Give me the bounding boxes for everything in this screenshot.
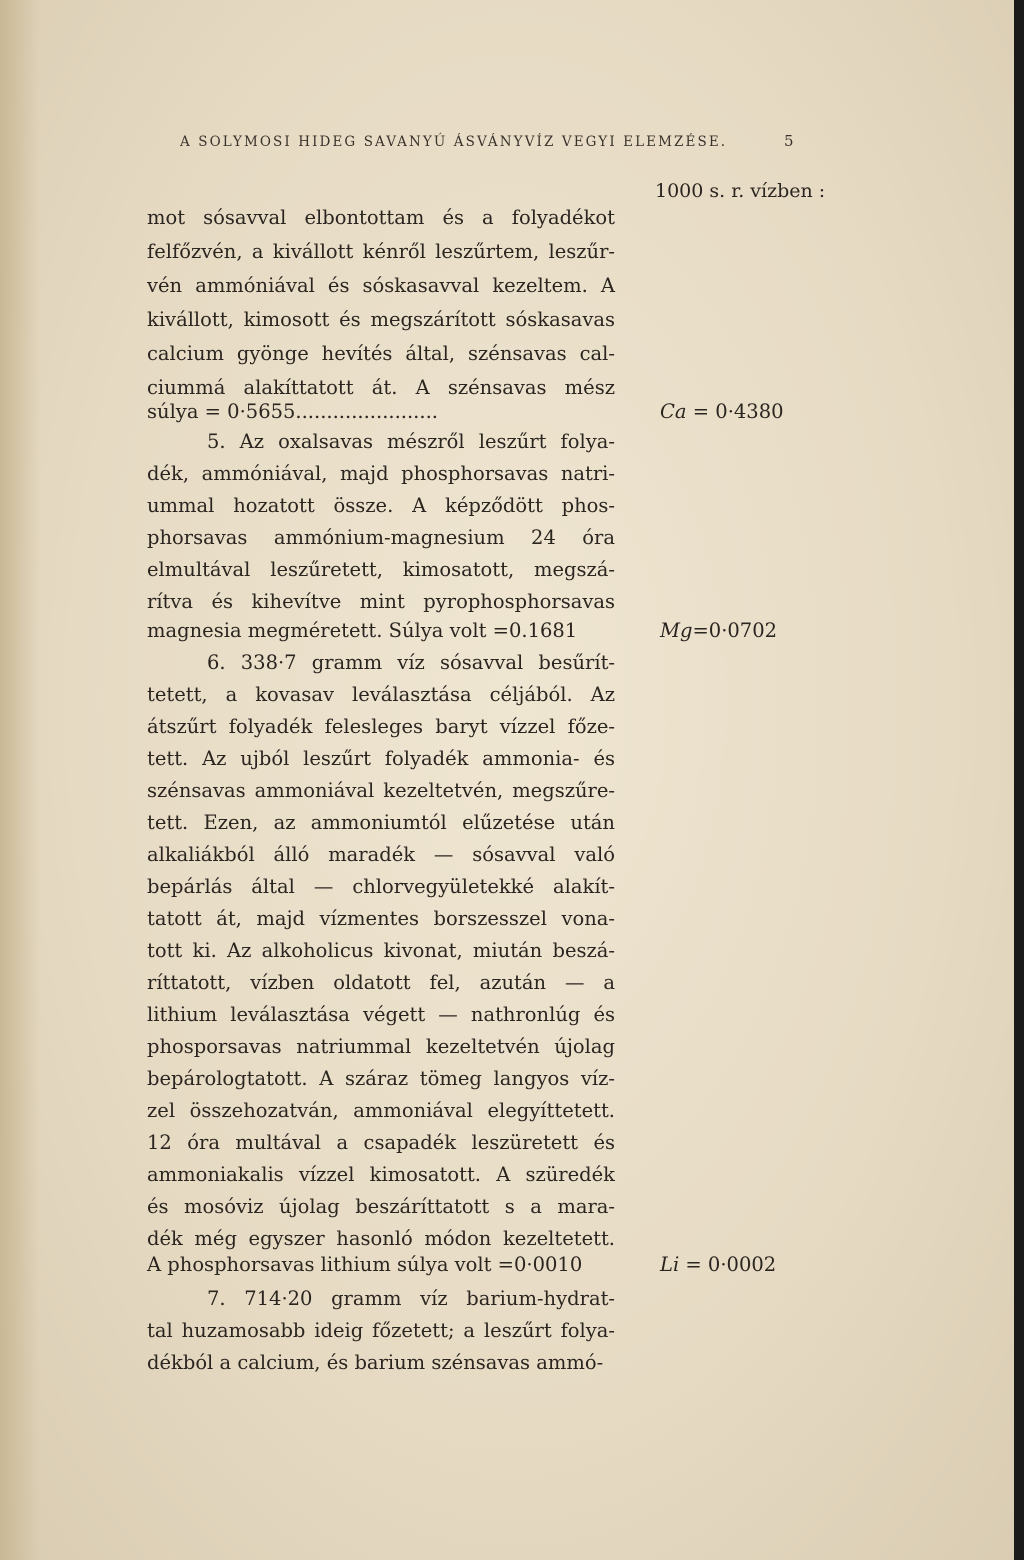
text-line: phosporsavas natriummal kezeltetvén újolag [147,1035,615,1058]
text-line: tatott át, majd vízmentes borszesszel vona- [147,907,615,930]
text-line: átszűrt folyadék felesleges baryt vízzel főze- [147,715,615,738]
text-line: 7. 714·20 gramm víz barium-hydrat- [207,1287,615,1310]
text-line: tett. Ezen, az ammoniumtól elűzetése után [147,811,615,834]
running-title: A SOLYMOSI HIDEG SAVANYÚ ÁSVÁNYVÍZ VEGYI ELEMZÉSE. [180,134,728,150]
page-edge-shadow [0,0,40,1560]
text-line: magnesia megméretett. Súlya volt =0.1681 [147,619,578,642]
text-line: ammoniakalis vízzel kimosatott. A szüredék [147,1163,615,1186]
result-value: = 0·0002 [685,1253,777,1276]
result-value: =0·0702 [692,619,778,642]
text-line: szénsavas ammoniával kezeltetvén, megszűre- [147,779,615,802]
text-line: alkaliákból álló maradék — sósavval való [147,843,615,866]
text-line: 12 óra multával a csapadék leszüretett és [147,1131,615,1154]
text-line: 6. 338·7 gramm víz sósavval besűrít- [207,651,615,674]
text-line: ummal hozatott össze. A képződött phos- [147,494,615,517]
result-calcium [660,396,784,428]
text-line: zel összehozatván, ammoniával elegyíttetett. [147,1099,615,1122]
text-line: rítva és kihevítve mint pyrophosphorsavas [147,590,615,613]
text-line: phorsavas ammónium-magnesium 24 óra [147,526,615,549]
text-line: ríttatott, vízben oldatott fel, azután — a [147,971,615,994]
text-line: tott ki. Az alkoholicus kivonat, miután beszá- [147,939,615,962]
text-line: calcium gyönge hevítés által, szénsavas cal- [147,342,615,365]
text-line: bepárologtatott. A száraz tömeg langyos víz- [147,1067,615,1090]
result-magnesium [660,615,777,647]
column-heading: 1000 s. r. vízben : [655,180,826,202]
text-line: dék még egyszer hasonló módon kezeltetett. [147,1227,615,1250]
result-value: = 0·4380 [692,400,784,423]
text-line: tett. Az ujból leszűrt folyadék ammonia- és [147,747,615,770]
text-line: bepárlás által — chlorvegyületekké alakít- [147,875,615,898]
text-line: mot sósavval elbontottam és a folyadékot [147,206,615,229]
text-line: és mosóviz újolag beszáríttatott s a mara- [147,1195,615,1218]
text-line: súlya = 0·5655....................... [147,400,438,423]
text-line: 5. Az oxalsavas mészről leszűrt folya- [207,430,615,453]
text-line: tal huzamosabb ideig főzetett; a leszűrt folya- [147,1319,615,1342]
text-line: tetett, a kovasav leválasztása céljából. Az [147,683,615,706]
text-line: felfőzvén, a kivállott kénről leszűrtem, leszűr- [147,240,615,263]
element-symbol: Li [660,1253,680,1276]
text-line: ciummá alakíttatott át. A szénsavas mész [147,376,615,399]
text-line: dék, ammóniával, majd phosphorsavas natri- [147,462,615,485]
result-lithium [660,1249,776,1281]
text-line: A phosphorsavas lithium súlya volt =0·0010 [147,1253,583,1276]
text-line: kivállott, kimosott és megszárított sóskasavas [147,308,615,331]
text-line: lithium leválasztása végett — nathronlúg és [147,1003,615,1026]
text-line: elmultával leszűretett, kimosatott, megszá- [147,558,615,581]
element-symbol: Mg [660,619,693,642]
text-line: dékból a calcium, és barium szénsavas ammó- [147,1351,604,1374]
text-line: vén ammóniával és sóskasavval kezeltem. A [147,274,615,297]
page-number: 5 [784,132,794,150]
scan-border [1014,0,1024,1560]
element-symbol: Ca [660,400,687,423]
